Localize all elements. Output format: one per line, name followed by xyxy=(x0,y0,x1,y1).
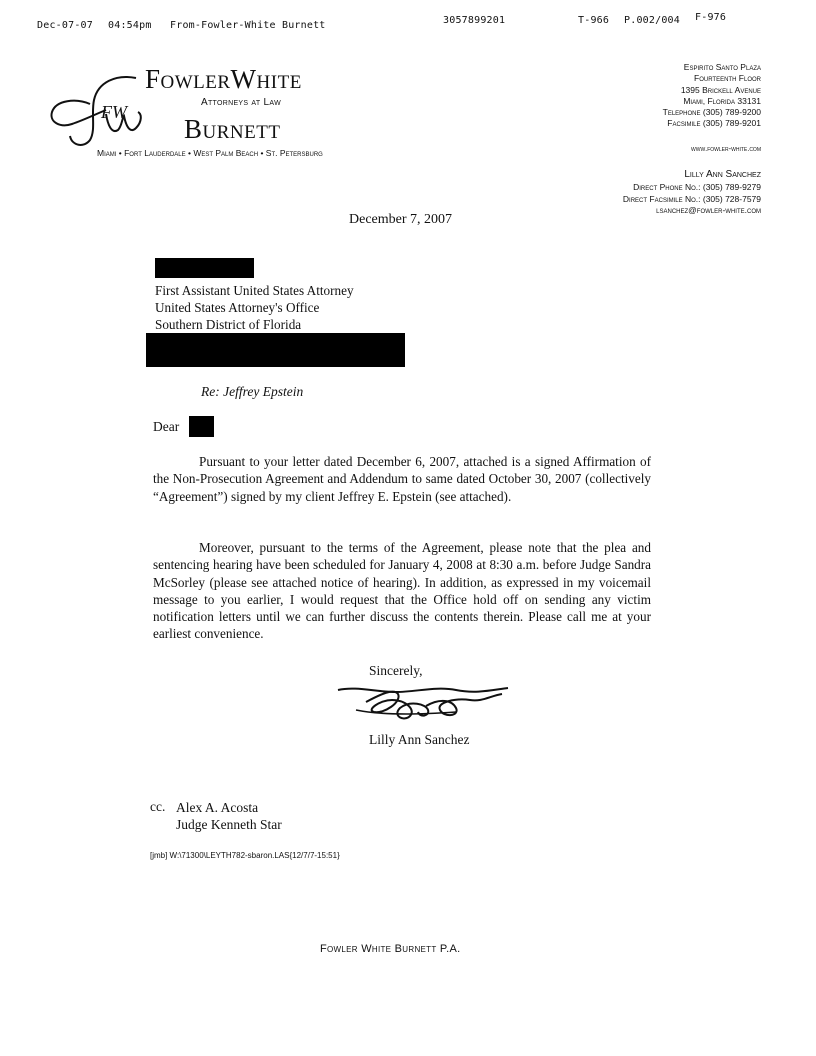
fax-from: From-Fowler-White Burnett xyxy=(170,20,326,31)
footer-firm-name: Fowler White Burnett P.A. xyxy=(320,943,461,955)
fax-f-number: F-976 xyxy=(695,12,727,23)
attorney-contact xyxy=(623,182,761,217)
firm-address xyxy=(663,62,761,130)
cc-name: Judge Kenneth Star xyxy=(176,817,282,832)
cc-list xyxy=(176,799,282,833)
address-line: 1395 Brickell Avenue xyxy=(680,84,761,95)
fax-date: Dec-07-07 xyxy=(37,20,93,31)
signature-icon xyxy=(336,680,512,726)
attorney-email: lsanchez@fowler-white.com xyxy=(656,205,761,215)
address-line: Miami, Florida 33131 xyxy=(683,95,761,106)
address-line: Fourteenth Floor xyxy=(694,73,761,84)
re-line: Re: Jeffrey Epstein xyxy=(201,384,304,399)
direct-phone: Direct Phone No.: (305) 789-9279 xyxy=(633,182,761,192)
fax-transmission-number: T-966 xyxy=(578,15,610,26)
firm-name-line1: FowlerWhite xyxy=(145,64,302,94)
recipient-line: United States Attorney's Office xyxy=(155,300,320,315)
redaction-name xyxy=(155,258,254,278)
letter-date: December 7, 2007 xyxy=(349,212,453,227)
document-reference: [jmb] W:\71300\LEYTH782-sbaron.LAS{12/7/7-15:51} xyxy=(150,851,340,860)
firm-offices: Miami • Fort Lauderdale • West Palm Beach • St. Petersburg xyxy=(97,148,323,158)
recipient-line: Southern District of Florida xyxy=(155,317,302,332)
fax-page: P.002/004 xyxy=(624,15,680,26)
body-paragraph-2: Moreover, pursuant to the terms of the Agreement, please note that the plea and sentencing hearing have been scheduled for January 4, 2008 at 8:30 a.m. before Judge Sandra McSorley (please see attached notice of hearing). In addition, as expressed in my voicemail message to you earlier, I would request that the Office hold off on sending any victim notification letters until we can further discuss the contents therein. Please call me at your earliest convenience. xyxy=(153,540,651,642)
recipient-block xyxy=(155,282,354,333)
redaction-salutation xyxy=(189,416,214,437)
redaction-address xyxy=(146,333,405,367)
firm-name-line2: Burnett xyxy=(184,114,281,144)
fax-phone: 3057899201 xyxy=(443,15,506,26)
firm-website: www.fowler-white.com xyxy=(691,144,761,153)
signer-name: Lilly Ann Sanchez xyxy=(369,732,470,747)
attorney-name: Lilly Ann Sanchez xyxy=(684,169,761,180)
address-line: Telephone (305) 789-9200 xyxy=(662,107,761,118)
direct-fax: Direct Facsimile No.: (305) 728-7579 xyxy=(622,193,761,204)
fw-logo-icon xyxy=(46,70,156,152)
cc-name: Alex A. Acosta xyxy=(176,800,259,815)
closing: Sincerely, xyxy=(369,663,423,678)
fax-time: 04:54pm xyxy=(108,20,152,31)
address-line: Espirito Santo Plaza xyxy=(683,62,761,72)
logo-monogram-text: FW xyxy=(101,102,127,122)
firm-tagline: Attorneys at Law xyxy=(201,97,282,108)
recipient-line: First Assistant United States Attorney xyxy=(155,283,354,298)
body-paragraph-1: Pursuant to your letter dated December 6, 2007, attached is a signed Affirmation of the Non-Prosecution Agreement and Addendum to same dated October 30, 2007 (collectively “Agreement”) signed by my client Jeffrey E. Epstein (see attached). xyxy=(153,454,651,504)
address-line: Facsimile (305) 789-9201 xyxy=(667,118,761,129)
cc-label: cc. xyxy=(150,799,166,814)
salutation: Dear xyxy=(153,419,180,434)
